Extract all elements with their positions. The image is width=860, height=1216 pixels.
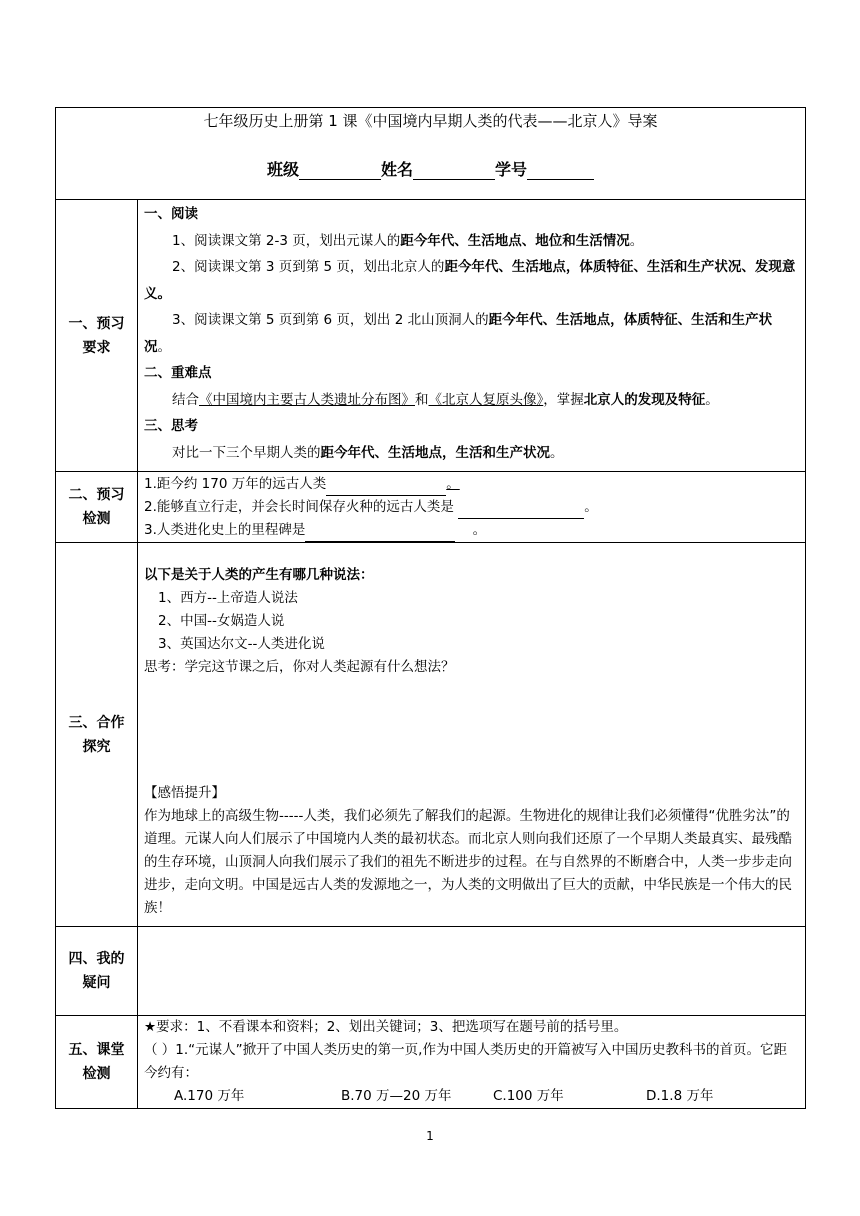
worksheet-table [55,107,806,1109]
classcheck-content [138,1016,805,1108]
classcheck-row [56,1016,806,1109]
answer-blank-2[interactable] [458,496,584,519]
option-b[interactable]: B.70 万—20 万年 [341,1088,452,1104]
reading-item-2: 2、阅读课文第 3 页到第 5 页，划出北京人的距今年代、生活地点，体质特征、生活和生产状况、发现意义。 [144,259,796,302]
think-text: 对比一下三个早期人类的距今年代、生活地点，生活和生产状况。 [172,444,564,461]
page-number: 1 [426,1129,434,1143]
insight-text: 作为地球上的高级生物-----人类，我们必须先了解我们的起源。生物进化的规律让我们必须懂得“优胜劣汰”的道理。元谋人向人们展示了中国境内人类的最初状态。而北京人则向我们还原了一个早期人类最真实、最残酷的生存环境，山顶洞人向我们展示了我们的祖先不断进步的过程。在与自然界的不断磨合中，人类一步步走向进步，走向文明。中国是远古人类的发源地之一，为人类的文明做出了巨大的贡献，中华民族是一个伟大的民族！ [144,808,792,916]
questions-label: 四、我的 疑问 [56,927,138,1016]
map-reference: 《中国境内主要古人类遗址分布图》 [199,391,415,408]
check-label: 二、预习 检测 [56,472,138,543]
reading-item-1: 1、阅读课文第 2-3 页，划出元谋人的距今年代、生活地点、地位和生活情况。 [172,232,644,249]
think-heading: 三、思考 [144,418,198,434]
id-label: 学号 [495,160,528,179]
answer-space[interactable] [144,679,799,782]
explore-intro: 以下是关于人类的产生有哪几种说法： [144,567,374,583]
preview-row [56,200,806,472]
explore-question: 思考：学完这节课之后，你对人类起源有什么想法？ [144,659,455,675]
classcheck-question-1: （ ）1.“元谋人”掀开了中国人类历史的第一页,作为中国人类历史的开篇被写入中国历史教科书的首页。它距今约有： [144,1042,787,1081]
name-blank[interactable] [413,160,495,180]
explore-content [138,543,805,920]
check-row [56,472,806,543]
key-points-text: 结合《中国境内主要古人类遗址分布图》和《北京人复原头像》，掌握北京人的发现及特征。 [172,391,719,408]
reading-item-3: 3、阅读课文第 5 页到第 6 页，划出 2 北山顶洞人的距今年代、生活地点，体质特征、生活和生产状况。 [144,312,773,355]
questions-row [56,927,806,1016]
header-row [56,108,806,200]
id-blank[interactable] [527,160,594,180]
name-label: 姓名 [380,160,413,179]
check-question-1: 1.距今约 170 万年的远古人类 。 [144,473,799,496]
reading-heading: 一、阅读 [144,206,198,222]
class-label: 班级 [266,160,299,179]
option-d[interactable]: D.1.8 万年 [646,1088,714,1104]
answer-blank-3[interactable] [305,519,455,542]
key-points-heading: 二、重难点 [144,365,212,381]
class-blank[interactable] [299,160,381,180]
check-question-2: 2.能够直立行走，并会长时间保存火种的远古人类是 。 [144,496,799,519]
option-a[interactable]: A.170 万年 [174,1088,245,1104]
classcheck-label: 五、课堂 检测 [56,1016,138,1109]
page-title: 七年级历史上册第 1 课《中国境内早期人类的代表——北京人》导案 [203,112,658,130]
check-question-3: 3.人类进化史上的里程碑是 。 [144,519,799,542]
view-item: 3、英国达尔文--人类进化说 [158,636,325,652]
preview-label: 一、预习 要求 [56,200,138,472]
insight-heading: 【感悟提升】 [144,785,225,801]
view-item: 2、中国--女娲造人说 [158,613,285,629]
view-item: 1、西方--上帝造人说法 [158,590,298,606]
portrait-reference: 《北京人复原头像》 [428,391,544,408]
answer-blank-1[interactable] [326,473,446,496]
option-c[interactable]: C.100 万年 [493,1088,564,1104]
student-info-line [56,157,805,180]
questions-space[interactable] [138,927,806,1016]
check-content [138,472,805,542]
preview-content [138,200,805,466]
explore-row [56,543,806,927]
explore-label: 三、合作 探究 [56,543,138,927]
answer-options [144,1085,799,1108]
classcheck-requirement: ★要求：1、不看课本和资料；2、划出关键词；3、把选项写在题号前的括号里。 [144,1019,628,1035]
